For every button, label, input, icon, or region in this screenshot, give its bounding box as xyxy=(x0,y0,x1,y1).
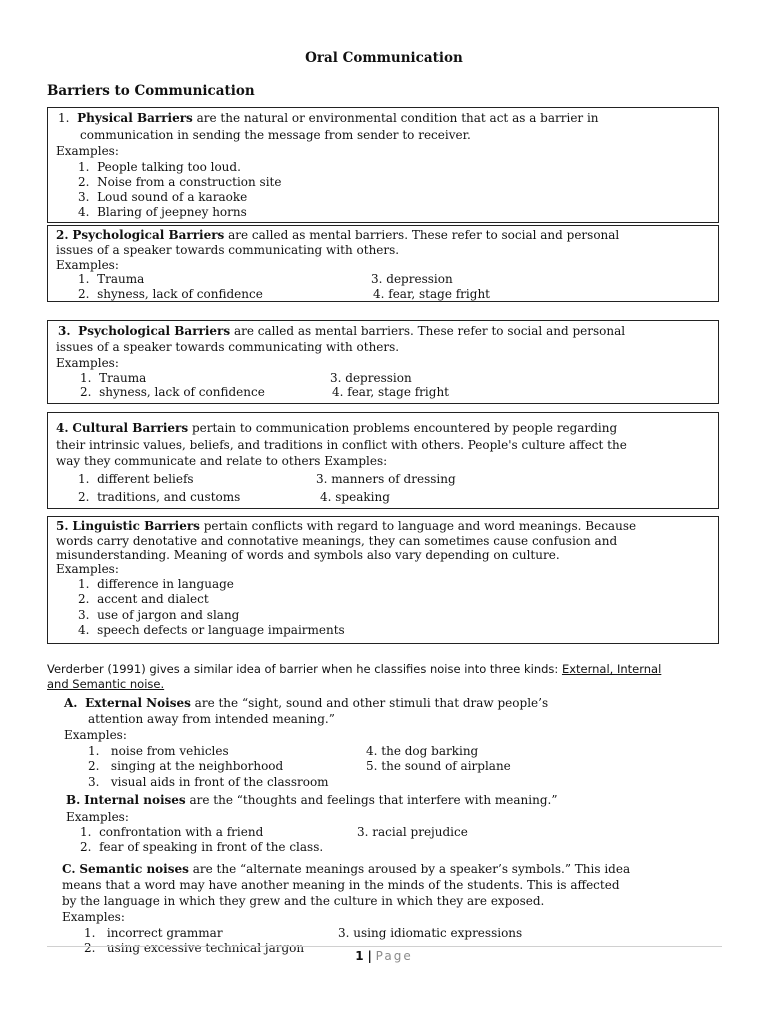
list-item: 2. accent and dialect xyxy=(78,592,209,606)
list-item: 3. manners of dressing xyxy=(316,472,456,486)
page-title: Oral Communication xyxy=(305,50,463,66)
list-item: 1. different beliefs xyxy=(78,472,194,486)
internal-noises-heading: B. Internal noises are the “thoughts and feelings that interfere with meaning.” xyxy=(66,793,558,807)
footer-rule xyxy=(47,946,722,947)
page-footer: 1 | Page xyxy=(355,949,413,963)
examples-label: Examples: xyxy=(62,910,125,924)
list-item: 1. incorrect grammar xyxy=(84,926,223,940)
list-item: 1. difference in language xyxy=(78,577,234,591)
external-noises-heading: A. External Noises are the “sight, sound and other stimuli that draw people’s xyxy=(64,696,549,710)
list-item: 1. confrontation with a friend xyxy=(80,825,264,839)
list-item: 2. traditions, and customs xyxy=(78,490,241,504)
list-item: 2. fear of speaking in front of the class. xyxy=(80,840,324,854)
box-psychological-barriers-1: 2. Psychological Barriers are called as mental barriers. These refer to social and personal issues of a speaker towards communicating with others. Examples: 1. Trauma 3. depression 2. shyness, lack of confidence 4. fear, stage fright xyxy=(47,225,719,302)
list-item: 1. Trauma xyxy=(80,371,147,385)
semantic-noises-heading: C. Semantic noises are the “alternate meanings aroused by a speaker’s symbols.” This idea xyxy=(62,862,631,876)
list-item: 2. using excessive technical jargon xyxy=(84,941,305,955)
box-cultural-barriers: 4. Cultural Barriers pertain to communication problems encountered by people regarding their intrinsic values, beliefs, and traditions in conflict with others. People's culture affect the way they communicate and relate to others Examples: 1. different beliefs 3. manners of dressing 2. traditions, and customs 4. speaking xyxy=(47,412,719,509)
list-item: 4. speaking xyxy=(320,490,390,504)
term-psychological-barriers: Psychological Barriers xyxy=(72,228,225,242)
box-linguistic-barriers: 5. Linguistic Barriers pertain conflicts with regard to language and word meanings. Because words carry denotative and connotative meanings, they can sometimes cause confusion and misunderstanding. Meaning of words and symbols also vary depending on culture. Examples: 1. difference in language 2. accent and dialect 3. use of jargon and slang 4. speech defects or language impairments xyxy=(47,516,719,644)
term-cultural-barriers: Cultural Barriers xyxy=(72,421,189,435)
list-item: 3. depression xyxy=(371,272,453,286)
list-item: 1. Trauma xyxy=(78,272,145,286)
examples-label: Examples: xyxy=(56,356,119,370)
term-psychological-barriers: Psychological Barriers xyxy=(78,324,231,338)
section-title: Barriers to Communication xyxy=(47,83,255,99)
list-item: 3. using idiomatic expressions xyxy=(338,926,523,940)
verderber-paragraph: Verderber (1991) gives a similar idea of barrier when he classifies noise into three kinds: External, Internal xyxy=(47,662,662,676)
list-item: 4. Blaring of jeepney horns xyxy=(78,205,247,219)
list-item: 4. the dog barking xyxy=(366,744,479,758)
list-item: 2. shyness, lack of confidence xyxy=(78,287,263,301)
list-item: 4. fear, stage fright xyxy=(373,287,490,301)
list-item: 3. racial prejudice xyxy=(357,825,468,839)
list-item: 2. singing at the neighborhood xyxy=(88,759,284,773)
list-item: 4. fear, stage fright xyxy=(332,385,449,399)
list-item: 2. Noise from a construction site xyxy=(78,175,282,189)
examples-label: Examples: xyxy=(66,810,129,824)
examples-label: Examples: xyxy=(64,728,127,742)
list-item: 3. visual aids in front of the classroom xyxy=(88,775,329,789)
list-item: 3. Loud sound of a karaoke xyxy=(78,190,248,204)
list-item: 3. use of jargon and slang xyxy=(78,608,240,622)
page-number: 1 xyxy=(355,949,364,963)
box-psychological-barriers-2: 3. Psychological Barriers are called as mental barriers. These refer to social and personal issues of a speaker towards communicating with others. Examples: 1. Trauma 3. depression 2. shyness, lack of confidence 4. fear, stage fright xyxy=(47,320,719,404)
list-item: 3. depression xyxy=(330,371,412,385)
examples-label: Examples: xyxy=(56,258,119,272)
list-item: 1. noise from vehicles xyxy=(88,744,229,758)
list-item: 4. speech defects or language impairments xyxy=(78,623,345,637)
list-item: 5. the sound of airplane xyxy=(366,759,511,773)
examples-label: Examples: xyxy=(56,144,119,158)
term-linguistic-barriers: Linguistic Barriers xyxy=(72,519,200,533)
list-item: 1. People talking too loud. xyxy=(78,160,241,174)
term-physical-barriers: Physical Barriers xyxy=(77,111,193,125)
list-item: 2. shyness, lack of confidence xyxy=(80,385,265,399)
box-physical-barriers: 1. Physical Barriers are the natural or environmental condition that act as a barrier in communication in sending the message from sender to receiver. Examples: 1. People talking too loud. 2. Noise from a construction site 3. Loud sound of a karaoke 4. Blaring of jeepney horns xyxy=(47,107,719,223)
verderber-paragraph-cont: and Semantic noise. xyxy=(47,677,165,691)
examples-label: Examples: xyxy=(56,562,119,576)
